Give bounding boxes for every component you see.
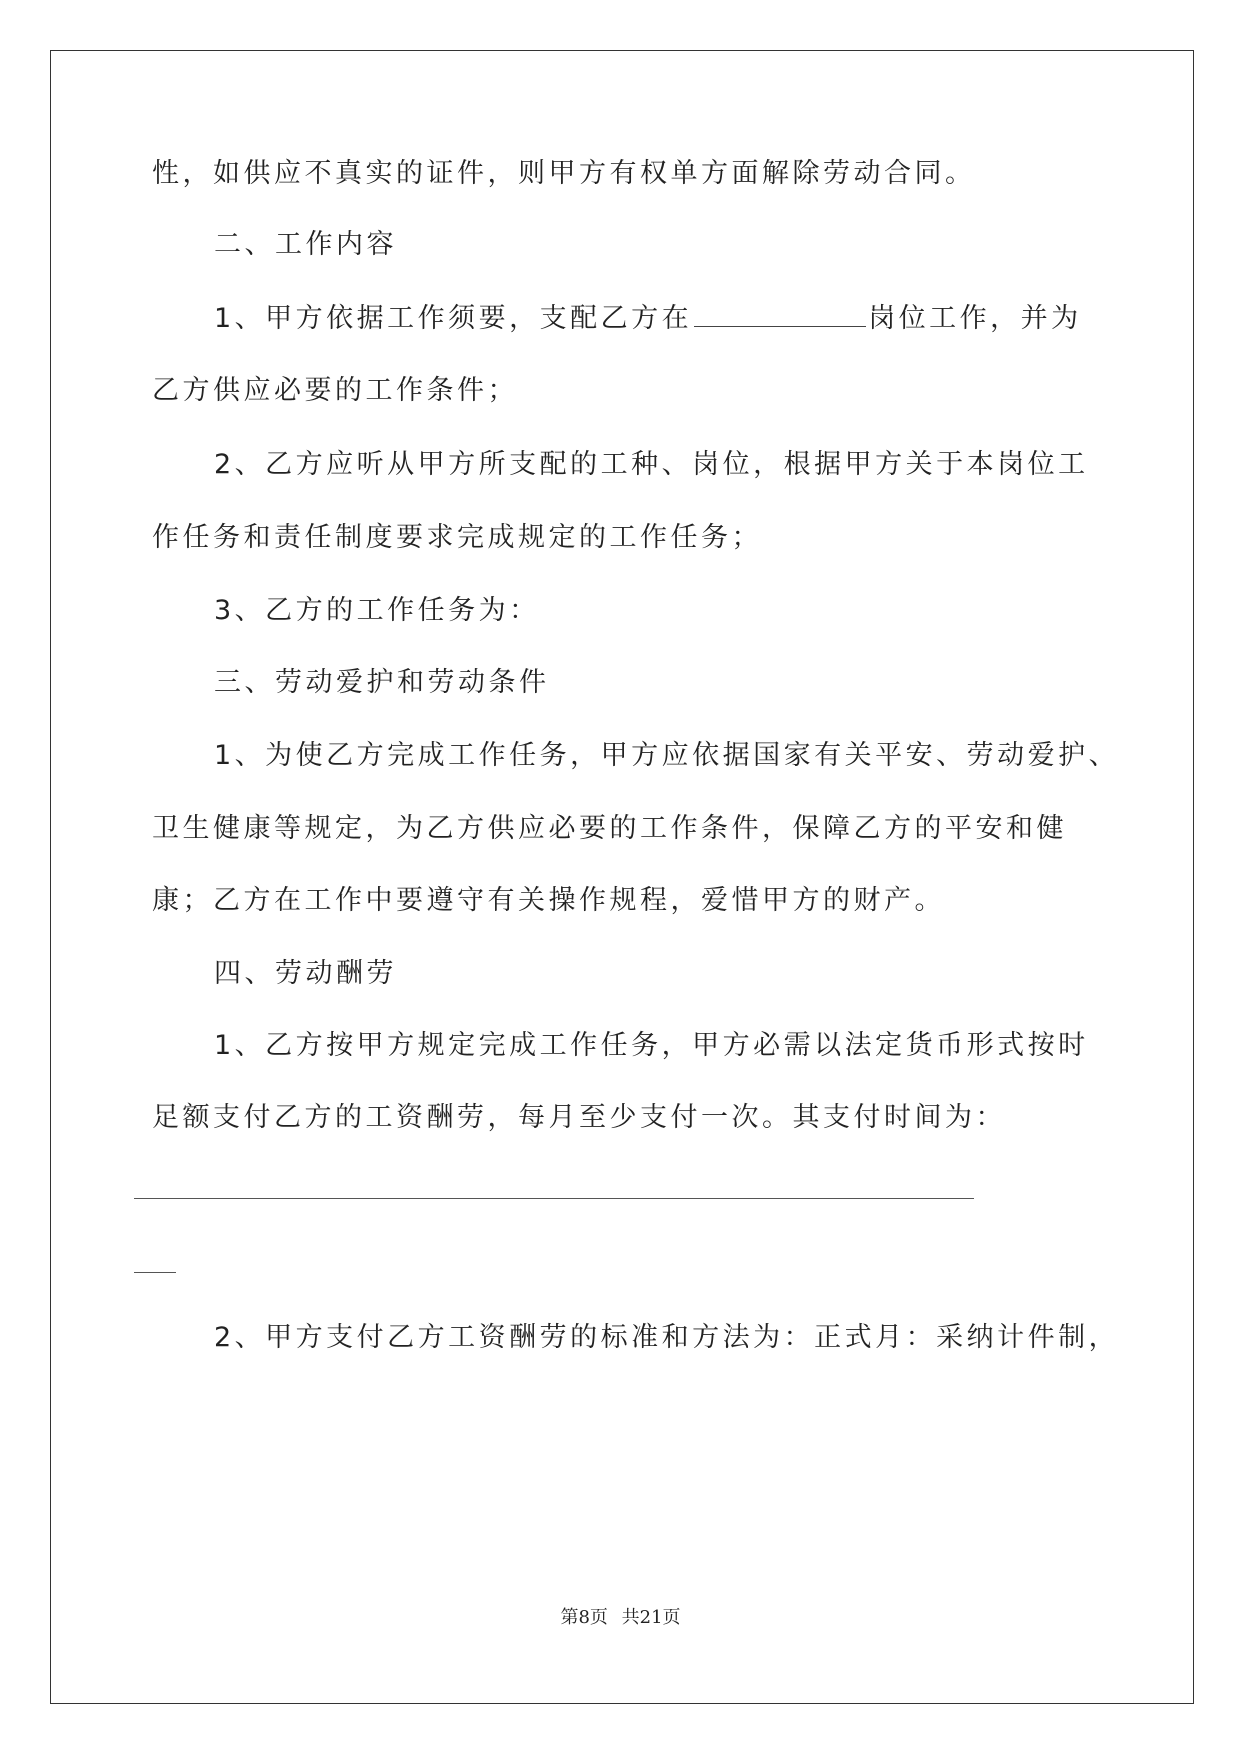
page-number: 第8页 — [560, 1607, 608, 1628]
paragraph-line: 卫生健康等规定，为乙方供应必要的工作条件，保障乙方的平安和健 — [152, 813, 1067, 844]
page-total: 共21页 — [621, 1607, 681, 1628]
paragraph-line: 足额支付乙方的工资酬劳，每月至少支付一次。其支付时间为： — [152, 1102, 1006, 1133]
paragraph-line: 作任务和责任制度要求完成规定的工作任务； — [152, 522, 762, 553]
section-heading: 四、劳动酬劳 — [214, 958, 397, 989]
paragraph-line: 1、为使乙方完成工作任务，甲方应依据国家有关平安、劳动爱护、 — [214, 740, 1120, 771]
paragraph-line: 1、乙方按甲方规定完成工作任务，甲方必需以法定货币形式按时 — [214, 1030, 1089, 1061]
section-heading: 三、劳动爱护和劳动条件 — [214, 667, 550, 698]
paragraph-line: 2、甲方支付乙方工资酬劳的标准和方法为：正式月：采纳计件制， — [214, 1322, 1120, 1353]
fill-in-rule — [134, 1198, 974, 1199]
paragraph-text: 1、甲方依据工作须要，支配乙方在 — [214, 303, 693, 334]
paragraph-text: 岗位工作，并为 — [868, 303, 1082, 334]
paragraph-line: 乙方供应必要的工作条件； — [152, 375, 518, 406]
section-heading: 二、工作内容 — [214, 229, 397, 260]
paragraph-line: 3、乙方的工作任务为： — [214, 595, 540, 626]
paragraph-line: 性，如供应不真实的证件，则甲方有权单方面解除劳动合同。 — [152, 158, 976, 189]
fill-in-rule — [134, 1272, 176, 1273]
fill-in-blank — [694, 304, 866, 327]
page-footer — [0, 1606, 1241, 1630]
page-border — [50, 50, 1194, 1704]
paragraph-line: 2、乙方应听从甲方所支配的工种、岗位，根据甲方关于本岗位工 — [214, 449, 1089, 480]
paragraph-line — [214, 302, 1082, 336]
paragraph-line: 康；乙方在工作中要遵守有关操作规程，爱惜甲方的财产。 — [152, 885, 945, 916]
